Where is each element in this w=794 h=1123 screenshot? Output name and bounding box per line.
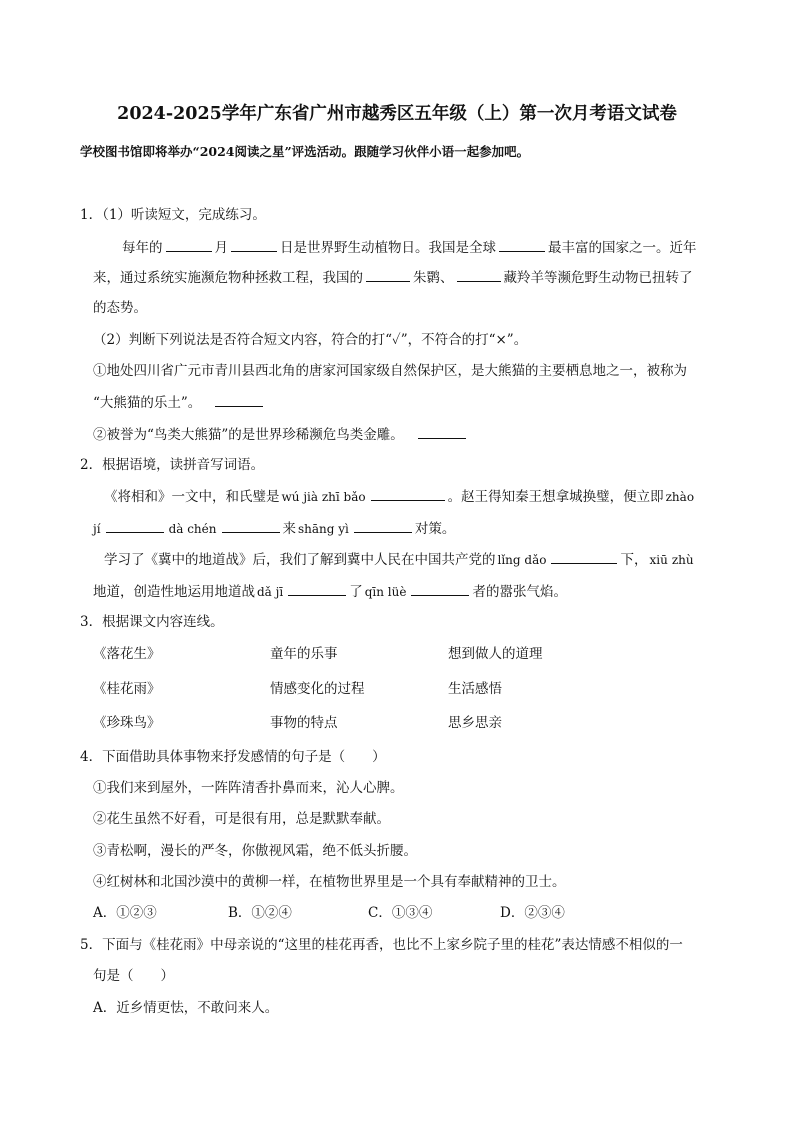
passage-text: 日是世界野生动植物日。我国是全球 — [280, 240, 496, 256]
fill-blank[interactable] — [166, 237, 212, 252]
q2-text: 。赵王得知秦王想拿城换璧，便立即 — [447, 489, 664, 505]
passage-line-2 — [93, 267, 693, 288]
statement-text: ②被誉为“鸟类大熊猫”的是世界珍稀濒危鸟类金雕。 — [93, 427, 404, 443]
statement-2 — [93, 424, 469, 445]
q2-line-2 — [93, 518, 455, 539]
question-number: 1． — [80, 207, 103, 223]
passage-text: 朱鹮、 — [413, 270, 454, 286]
pinyin: wú jià zhī bǎo — [281, 490, 366, 504]
question-number: 5． — [80, 937, 103, 953]
pinyin: zhù — [671, 553, 694, 567]
question-number: 2． — [80, 457, 103, 473]
match-left-item[interactable]: 《落花生》 — [93, 646, 161, 662]
fill-blank[interactable] — [354, 518, 412, 533]
passage-text: 月 — [214, 240, 228, 256]
statement-1-line-1: ①地处四川省广元市青川县西北角的唐家河国家级自然保护区，是大熊猫的主要栖息地之一，被称为 — [93, 363, 687, 379]
q2-line-3 — [104, 549, 696, 570]
question-1-part1-label: （1）听读短文，完成练习。 — [102, 207, 266, 223]
question-4-stem — [80, 747, 386, 767]
fill-blank[interactable] — [551, 549, 617, 564]
pinyin: dà chén — [168, 522, 217, 536]
pinyin: zhào — [665, 490, 695, 504]
question-2-stem — [80, 455, 264, 475]
q2-line-1 — [104, 486, 696, 507]
fill-blank[interactable] — [106, 518, 164, 533]
judgement-blank[interactable] — [215, 392, 263, 407]
match-right-item[interactable]: 生活感悟 — [448, 681, 502, 697]
fill-blank[interactable] — [288, 581, 346, 596]
pinyin: dǎ jī — [257, 585, 284, 599]
q4-option-b[interactable]: B．①②④ — [228, 905, 292, 921]
question-stem: 根据语境，读拼音写词语。 — [102, 457, 265, 473]
question-number: 3． — [80, 614, 103, 630]
fill-blank[interactable] — [366, 267, 410, 282]
passage-line-1 — [122, 237, 697, 258]
fill-blank[interactable] — [231, 237, 277, 252]
match-middle-item[interactable]: 情感变化的过程 — [270, 681, 365, 697]
q2-text: 了 — [349, 584, 363, 600]
pinyin: lǐng dǎo — [497, 553, 547, 567]
q4-option-a[interactable]: A．①②③ — [93, 905, 157, 921]
question-stem: 根据课文内容连线。 — [102, 614, 224, 630]
q2-text: 学习了《冀中的地道战》后，我们了解到冀中人民在中国共产党的 — [104, 552, 496, 568]
pinyin: jí — [93, 522, 101, 536]
q4-item-1: ①我们来到屋外，一阵阵清香扑鼻而来，沁人心脾。 — [93, 780, 404, 796]
question-stem: 下面借助具体事物来抒发感情的句子是（ ） — [102, 749, 386, 765]
q4-option-c[interactable]: C．①③④ — [368, 905, 433, 921]
page-title: 2024-2025学年广东省广州市越秀区五年级（上）第一次月考语文试卷 — [117, 104, 677, 124]
fill-blank[interactable] — [499, 237, 545, 252]
pinyin: qīn lüè — [364, 585, 407, 599]
pinyin: xiū — [649, 553, 668, 567]
q2-text: 《将相和》一文中，和氏璧是 — [104, 489, 280, 505]
question-number: 4． — [80, 749, 103, 765]
question-5-stem — [80, 935, 683, 955]
match-middle-item[interactable]: 童年的乐事 — [270, 646, 338, 662]
match-left-item[interactable]: 《珍珠鸟》 — [93, 715, 161, 731]
fill-blank[interactable] — [222, 518, 280, 533]
passage-text: 藏羚羊等濒危野生动物已扭转了 — [503, 270, 693, 286]
fill-blank[interactable] — [371, 486, 445, 501]
statement-1-line-2 — [93, 392, 266, 413]
statement-text: “大熊猫的乐土”。 — [93, 395, 202, 411]
question-3-stem — [80, 612, 224, 632]
q2-text: 来 — [282, 521, 296, 537]
q4-item-3: ③青松啊，漫长的严冬，你傲视风霜，绝不低头折腰。 — [93, 843, 417, 859]
question-stem: 下面与《桂花雨》中母亲说的“这里的桂花再香，也比不上家乡院子里的桂花”表达情感不相似的一 — [102, 937, 683, 953]
pinyin: shāng yì — [298, 522, 349, 536]
passage-line-3: 的态势。 — [93, 300, 147, 316]
match-right-item[interactable]: 思乡思亲 — [448, 715, 502, 731]
passage-text: 最丰富的国家之一。近年 — [548, 240, 697, 256]
q4-option-d[interactable]: D．②③④ — [500, 905, 565, 921]
match-left-item[interactable]: 《桂花雨》 — [93, 681, 161, 697]
q2-text: 者的嚣张气焰。 — [472, 584, 567, 600]
question-1-part1 — [80, 205, 266, 225]
q2-text: 对策。 — [414, 521, 456, 537]
fill-blank[interactable] — [411, 581, 469, 596]
match-right-item[interactable]: 想到做人的道理 — [448, 646, 543, 662]
q4-item-2: ②花生虽然不好看，可是很有用，总是默默奉献。 — [93, 811, 390, 827]
q5-option-a[interactable]: A．近乡情更怯，不敢问来人。 — [93, 1000, 279, 1016]
fill-blank[interactable] — [457, 267, 501, 282]
question-5-stem-line-2: 句是（ ） — [93, 968, 174, 984]
judgement-blank[interactable] — [418, 424, 466, 439]
q2-text: 下， — [620, 552, 648, 568]
q2-text: 地道，创造性地运用地道战 — [93, 584, 255, 600]
passage-text: 来，通过系统实施濒危物种拯救工程，我国的 — [93, 270, 363, 286]
q2-line-4 — [93, 581, 567, 602]
q4-item-4: ④红树林和北国沙漠中的黄柳一样，在植物世界里是一个具有奉献精神的卫士。 — [93, 874, 566, 890]
intro-text: 学校图书馆即将举办“2024阅读之星”评选活动。跟随学习伙伴小语一起参加吧。 — [80, 144, 530, 159]
passage-text: 每年的 — [122, 240, 163, 256]
question-1-part2-label: （2）判断下列说法是否符合短文内容，符合的打“✓”，不符合的打“×”。 — [93, 332, 528, 348]
match-middle-item[interactable]: 事物的特点 — [270, 715, 338, 731]
